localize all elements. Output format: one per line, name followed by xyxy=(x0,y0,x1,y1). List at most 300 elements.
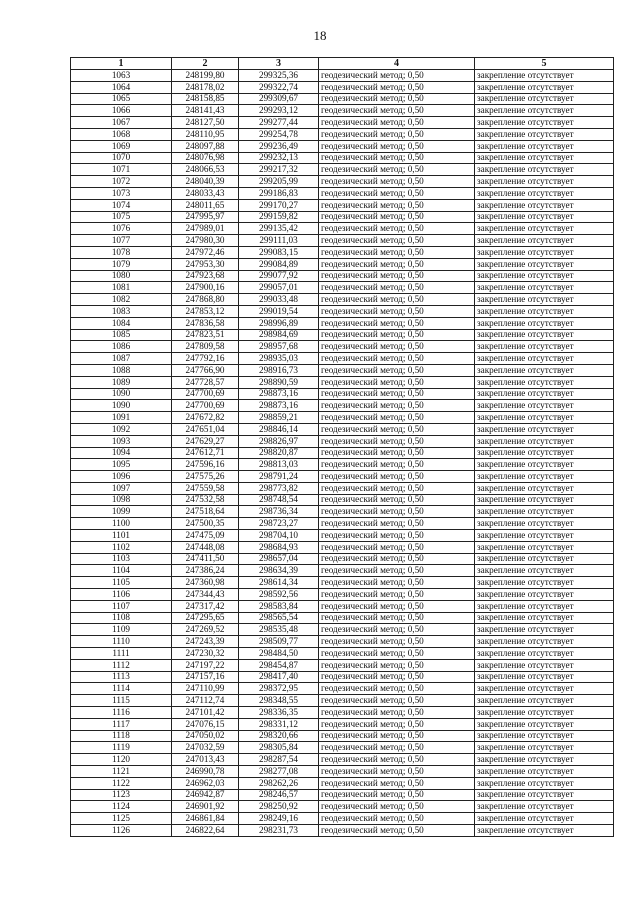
cell-coord-y: 298984,69 xyxy=(239,329,319,341)
cell-point-number: 1119 xyxy=(71,742,172,754)
cell-coord-x: 247923,68 xyxy=(172,270,239,282)
table-row xyxy=(71,400,614,412)
cell-fixation-description: закрепление отсутствует xyxy=(475,695,614,707)
cell-coord-x: 247475,09 xyxy=(172,530,239,542)
cell-point-number: 1097 xyxy=(71,482,172,494)
cell-coord-y: 299236,49 xyxy=(239,140,319,152)
cell-coord-y: 298417,40 xyxy=(239,671,319,683)
cell-method-accuracy: геодезический метод; 0,50 xyxy=(319,695,475,707)
cell-coord-x: 247500,35 xyxy=(172,518,239,530)
cell-point-number: 1103 xyxy=(71,553,172,565)
table-row xyxy=(71,671,614,683)
cell-coord-y: 298890,59 xyxy=(239,376,319,388)
cell-point-number: 1070 xyxy=(71,152,172,164)
table-row xyxy=(71,506,614,518)
cell-coord-y: 298231,73 xyxy=(239,825,319,837)
cell-point-number: 1069 xyxy=(71,140,172,152)
table-row xyxy=(71,270,614,282)
cell-method-accuracy: геодезический метод; 0,50 xyxy=(319,754,475,766)
cell-point-number: 1104 xyxy=(71,565,172,577)
table-row xyxy=(71,423,614,435)
cell-fixation-description: закрепление отсутствует xyxy=(475,777,614,789)
cell-coord-y: 299057,01 xyxy=(239,282,319,294)
cell-fixation-description: закрепление отсутствует xyxy=(475,246,614,258)
cell-method-accuracy: геодезический метод; 0,50 xyxy=(319,164,475,176)
cell-coord-y: 298916,73 xyxy=(239,364,319,376)
cell-point-number: 1079 xyxy=(71,258,172,270)
cell-coord-x: 247230,32 xyxy=(172,648,239,660)
cell-point-number: 1115 xyxy=(71,695,172,707)
cell-coord-x: 246901,92 xyxy=(172,801,239,813)
cell-method-accuracy: геодезический метод; 0,50 xyxy=(319,128,475,140)
cell-method-accuracy: геодезический метод; 0,50 xyxy=(319,412,475,424)
cell-method-accuracy: геодезический метод; 0,50 xyxy=(319,777,475,789)
cell-coord-x: 247197,22 xyxy=(172,659,239,671)
cell-fixation-description: закрепление отсутствует xyxy=(475,199,614,211)
cell-point-number: 1077 xyxy=(71,235,172,247)
cell-fixation-description: закрепление отсутствует xyxy=(475,211,614,223)
cell-method-accuracy: геодезический метод; 0,50 xyxy=(319,435,475,447)
cell-coord-y: 299186,83 xyxy=(239,187,319,199)
cell-method-accuracy: геодезический метод; 0,50 xyxy=(319,211,475,223)
cell-coord-x: 246962,03 xyxy=(172,777,239,789)
cell-point-number: 1081 xyxy=(71,282,172,294)
cell-point-number: 1064 xyxy=(71,81,172,93)
cell-point-number: 1102 xyxy=(71,541,172,553)
table-row xyxy=(71,471,614,483)
cell-coord-y: 299205,99 xyxy=(239,176,319,188)
cell-coord-x: 247013,43 xyxy=(172,754,239,766)
cell-coord-x: 247076,15 xyxy=(172,718,239,730)
cell-method-accuracy: геодезический метод; 0,50 xyxy=(319,506,475,518)
cell-method-accuracy: геодезический метод; 0,50 xyxy=(319,459,475,471)
table-row xyxy=(71,329,614,341)
cell-coord-x: 247032,59 xyxy=(172,742,239,754)
cell-point-number: 1078 xyxy=(71,246,172,258)
table-row xyxy=(71,70,614,82)
table-row xyxy=(71,317,614,329)
table-row xyxy=(71,223,614,235)
cell-coord-y: 298287,54 xyxy=(239,754,319,766)
cell-coord-x: 247989,01 xyxy=(172,223,239,235)
cell-coord-x: 247157,16 xyxy=(172,671,239,683)
cell-fixation-description: закрепление отсутствует xyxy=(475,93,614,105)
cell-fixation-description: закрепление отсутствует xyxy=(475,825,614,837)
cell-fixation-description: закрепление отсутствует xyxy=(475,341,614,353)
cell-fixation-description: закрепление отсутствует xyxy=(475,376,614,388)
cell-method-accuracy: геодезический метод; 0,50 xyxy=(319,636,475,648)
cell-fixation-description: закрепление отсутствует xyxy=(475,412,614,424)
cell-point-number: 1096 xyxy=(71,471,172,483)
cell-fixation-description: закрепление отсутствует xyxy=(475,140,614,152)
cell-method-accuracy: геодезический метод; 0,50 xyxy=(319,471,475,483)
cell-point-number: 1100 xyxy=(71,518,172,530)
cell-coord-x: 248127,50 xyxy=(172,117,239,129)
cell-coord-x: 246822,64 xyxy=(172,825,239,837)
cell-method-accuracy: геодезический метод; 0,50 xyxy=(319,199,475,211)
cell-method-accuracy: геодезический метод; 0,50 xyxy=(319,423,475,435)
cell-coord-y: 298348,55 xyxy=(239,695,319,707)
cell-method-accuracy: геодезический метод; 0,50 xyxy=(319,400,475,412)
cell-point-number: 1065 xyxy=(71,93,172,105)
cell-fixation-description: закрепление отсутствует xyxy=(475,577,614,589)
cell-fixation-description: закрепление отсутствует xyxy=(475,187,614,199)
cell-coord-x: 247792,16 xyxy=(172,353,239,365)
cell-coord-y: 298250,92 xyxy=(239,801,319,813)
cell-coord-x: 247953,30 xyxy=(172,258,239,270)
cell-method-accuracy: геодезический метод; 0,50 xyxy=(319,730,475,742)
cell-point-number: 1124 xyxy=(71,801,172,813)
table-row xyxy=(71,187,614,199)
cell-point-number: 1072 xyxy=(71,176,172,188)
cell-method-accuracy: геодезический метод; 0,50 xyxy=(319,329,475,341)
table-row xyxy=(71,789,614,801)
table-row xyxy=(71,718,614,730)
cell-fixation-description: закрепление отсутствует xyxy=(475,423,614,435)
table-row xyxy=(71,494,614,506)
cell-coord-x: 246942,87 xyxy=(172,789,239,801)
cell-coord-y: 298704,10 xyxy=(239,530,319,542)
cell-coord-x: 246990,78 xyxy=(172,766,239,778)
cell-fixation-description: закрепление отсутствует xyxy=(475,589,614,601)
cell-coord-y: 298684,93 xyxy=(239,541,319,553)
table-row xyxy=(71,825,614,837)
cell-fixation-description: закрепление отсутствует xyxy=(475,766,614,778)
cell-point-number: 1125 xyxy=(71,813,172,825)
cell-method-accuracy: геодезический метод; 0,50 xyxy=(319,176,475,188)
table-row xyxy=(71,482,614,494)
cell-method-accuracy: геодезический метод; 0,50 xyxy=(319,70,475,82)
cell-coord-y: 298535,48 xyxy=(239,624,319,636)
cell-point-number: 1107 xyxy=(71,600,172,612)
header-col-2: 2 xyxy=(172,58,239,70)
cell-coord-y: 298957,68 xyxy=(239,341,319,353)
table-row xyxy=(71,518,614,530)
cell-point-number: 1068 xyxy=(71,128,172,140)
table-header-row xyxy=(71,58,614,70)
cell-fixation-description: закрепление отсутствует xyxy=(475,506,614,518)
cell-point-number: 1110 xyxy=(71,636,172,648)
cell-fixation-description: закрепление отсутствует xyxy=(475,388,614,400)
cell-coord-y: 298846,14 xyxy=(239,423,319,435)
table-row xyxy=(71,211,614,223)
table-row xyxy=(71,777,614,789)
table-row xyxy=(71,612,614,624)
cell-method-accuracy: геодезический метод; 0,50 xyxy=(319,624,475,636)
cell-point-number: 1101 xyxy=(71,530,172,542)
cell-coord-y: 298996,89 xyxy=(239,317,319,329)
cell-fixation-description: закрепление отсутствует xyxy=(475,612,614,624)
table-row xyxy=(71,93,614,105)
cell-fixation-description: закрепление отсутствует xyxy=(475,176,614,188)
cell-point-number: 1095 xyxy=(71,459,172,471)
cell-coord-y: 298592,56 xyxy=(239,589,319,601)
table-row xyxy=(71,530,614,542)
cell-method-accuracy: геодезический метод; 0,50 xyxy=(319,105,475,117)
cell-fixation-description: закрепление отсутствует xyxy=(475,282,614,294)
cell-method-accuracy: геодезический метод; 0,50 xyxy=(319,612,475,624)
table-row xyxy=(71,164,614,176)
cell-fixation-description: закрепление отсутствует xyxy=(475,789,614,801)
cell-coord-y: 299217,32 xyxy=(239,164,319,176)
table-row xyxy=(71,541,614,553)
cell-coord-x: 247836,58 xyxy=(172,317,239,329)
cell-method-accuracy: геодезический метод; 0,50 xyxy=(319,659,475,671)
cell-coord-x: 247532,58 xyxy=(172,494,239,506)
cell-fixation-description: закрепление отсутствует xyxy=(475,117,614,129)
cell-point-number: 1094 xyxy=(71,447,172,459)
cell-coord-y: 299083,15 xyxy=(239,246,319,258)
cell-coord-y: 299277,44 xyxy=(239,117,319,129)
cell-method-accuracy: геодезический метод; 0,50 xyxy=(319,388,475,400)
cell-point-number: 1090 xyxy=(71,388,172,400)
cell-coord-x: 247612,71 xyxy=(172,447,239,459)
cell-method-accuracy: геодезический метод; 0,50 xyxy=(319,813,475,825)
cell-coord-y: 298935,03 xyxy=(239,353,319,365)
cell-coord-y: 298320,66 xyxy=(239,730,319,742)
cell-point-number: 1087 xyxy=(71,353,172,365)
cell-coord-y: 298249,16 xyxy=(239,813,319,825)
cell-fixation-description: закрепление отсутствует xyxy=(475,707,614,719)
cell-method-accuracy: геодезический метод; 0,50 xyxy=(319,235,475,247)
table-row xyxy=(71,683,614,695)
cell-fixation-description: закрепление отсутствует xyxy=(475,270,614,282)
cell-fixation-description: закрепление отсутствует xyxy=(475,258,614,270)
cell-point-number: 1085 xyxy=(71,329,172,341)
table-body xyxy=(71,70,614,837)
cell-coord-x: 248158,85 xyxy=(172,93,239,105)
cell-coord-y: 299322,74 xyxy=(239,81,319,93)
cell-method-accuracy: геодезический метод; 0,50 xyxy=(319,140,475,152)
cell-method-accuracy: геодезический метод; 0,50 xyxy=(319,565,475,577)
cell-coord-y: 298791,24 xyxy=(239,471,319,483)
cell-method-accuracy: геодезический метод; 0,50 xyxy=(319,766,475,778)
cell-point-number: 1122 xyxy=(71,777,172,789)
cell-coord-x: 247823,51 xyxy=(172,329,239,341)
table-row xyxy=(71,695,614,707)
cell-fixation-description: закрепление отсутствует xyxy=(475,305,614,317)
cell-point-number: 1111 xyxy=(71,648,172,660)
cell-coord-x: 247295,65 xyxy=(172,612,239,624)
cell-coord-y: 298657,04 xyxy=(239,553,319,565)
cell-method-accuracy: геодезический метод; 0,50 xyxy=(319,518,475,530)
cell-coord-y: 298454,87 xyxy=(239,659,319,671)
cell-coord-x: 247995,97 xyxy=(172,211,239,223)
cell-coord-x: 247980,30 xyxy=(172,235,239,247)
cell-method-accuracy: геодезический метод; 0,50 xyxy=(319,718,475,730)
cell-point-number: 1114 xyxy=(71,683,172,695)
cell-coord-x: 247596,16 xyxy=(172,459,239,471)
cell-fixation-description: закрепление отсутствует xyxy=(475,671,614,683)
cell-coord-x: 247317,42 xyxy=(172,600,239,612)
cell-fixation-description: закрепление отсутствует xyxy=(475,648,614,660)
cell-point-number: 1073 xyxy=(71,187,172,199)
cell-coord-x: 247728,57 xyxy=(172,376,239,388)
cell-method-accuracy: геодезический метод; 0,50 xyxy=(319,152,475,164)
cell-coord-y: 298509,77 xyxy=(239,636,319,648)
cell-method-accuracy: геодезический метод; 0,50 xyxy=(319,801,475,813)
cell-point-number: 1080 xyxy=(71,270,172,282)
table-row xyxy=(71,459,614,471)
cell-method-accuracy: геодезический метод; 0,50 xyxy=(319,648,475,660)
cell-coord-y: 298773,82 xyxy=(239,482,319,494)
table-row xyxy=(71,140,614,152)
cell-point-number: 1105 xyxy=(71,577,172,589)
cell-fixation-description: закрепление отсутствует xyxy=(475,730,614,742)
table-row xyxy=(71,152,614,164)
cell-method-accuracy: геодезический метод; 0,50 xyxy=(319,530,475,542)
cell-coord-y: 299309,67 xyxy=(239,93,319,105)
cell-coord-y: 298820,87 xyxy=(239,447,319,459)
cell-coord-x: 246861,84 xyxy=(172,813,239,825)
cell-fixation-description: закрепление отсутствует xyxy=(475,659,614,671)
table-row xyxy=(71,730,614,742)
cell-coord-y: 298873,16 xyxy=(239,400,319,412)
cell-method-accuracy: геодезический метод; 0,50 xyxy=(319,353,475,365)
cell-coord-y: 299135,42 xyxy=(239,223,319,235)
cell-coord-y: 298565,54 xyxy=(239,612,319,624)
cell-coord-y: 298305,84 xyxy=(239,742,319,754)
cell-method-accuracy: геодезический метод; 0,50 xyxy=(319,589,475,601)
cell-coord-y: 298826,97 xyxy=(239,435,319,447)
table-row xyxy=(71,128,614,140)
cell-method-accuracy: геодезический метод; 0,50 xyxy=(319,447,475,459)
cell-method-accuracy: геодезический метод; 0,50 xyxy=(319,81,475,93)
cell-point-number: 1099 xyxy=(71,506,172,518)
cell-coord-y: 298277,08 xyxy=(239,766,319,778)
table-row xyxy=(71,353,614,365)
cell-method-accuracy: геодезический метод; 0,50 xyxy=(319,364,475,376)
cell-fixation-description: закрепление отсутствует xyxy=(475,81,614,93)
table-row xyxy=(71,707,614,719)
table-row xyxy=(71,176,614,188)
cell-method-accuracy: геодезический метод; 0,50 xyxy=(319,294,475,306)
cell-fixation-description: закрепление отсутствует xyxy=(475,482,614,494)
cell-coord-x: 247344,43 xyxy=(172,589,239,601)
cell-method-accuracy: геодезический метод; 0,50 xyxy=(319,494,475,506)
cell-fixation-description: закрепление отсутствует xyxy=(475,541,614,553)
cell-coord-y: 299159,82 xyxy=(239,211,319,223)
cell-fixation-description: закрепление отсутствует xyxy=(475,317,614,329)
cell-fixation-description: закрепление отсутствует xyxy=(475,447,614,459)
cell-coord-y: 299293,12 xyxy=(239,105,319,117)
cell-coord-y: 299254,78 xyxy=(239,128,319,140)
cell-point-number: 1088 xyxy=(71,364,172,376)
cell-point-number: 1090 xyxy=(71,400,172,412)
cell-coord-x: 247112,74 xyxy=(172,695,239,707)
table-row xyxy=(71,589,614,601)
cell-coord-y: 298859,21 xyxy=(239,412,319,424)
table-row xyxy=(71,766,614,778)
cell-fixation-description: закрепление отсутствует xyxy=(475,223,614,235)
cell-point-number: 1082 xyxy=(71,294,172,306)
cell-coord-x: 247411,50 xyxy=(172,553,239,565)
cell-method-accuracy: геодезический метод; 0,50 xyxy=(319,258,475,270)
cell-fixation-description: закрепление отсутствует xyxy=(475,152,614,164)
cell-method-accuracy: геодезический метод; 0,50 xyxy=(319,742,475,754)
cell-coord-y: 298372,95 xyxy=(239,683,319,695)
header-col-4: 4 xyxy=(319,58,475,70)
cell-method-accuracy: геодезический метод; 0,50 xyxy=(319,376,475,388)
table-row xyxy=(71,376,614,388)
header-col-1: 1 xyxy=(71,58,172,70)
cell-fixation-description: закрепление отсутствует xyxy=(475,813,614,825)
page-number: 18 xyxy=(313,28,327,43)
cell-method-accuracy: геодезический метод; 0,50 xyxy=(319,282,475,294)
cell-method-accuracy: геодезический метод; 0,50 xyxy=(319,305,475,317)
table-row xyxy=(71,754,614,766)
table-row xyxy=(71,341,614,353)
table-row xyxy=(71,81,614,93)
cell-coord-x: 248199,80 xyxy=(172,70,239,82)
cell-point-number: 1121 xyxy=(71,766,172,778)
cell-point-number: 1098 xyxy=(71,494,172,506)
table-row xyxy=(71,801,614,813)
cell-coord-x: 247853,12 xyxy=(172,305,239,317)
table-row xyxy=(71,388,614,400)
cell-fixation-description: закрепление отсутствует xyxy=(475,600,614,612)
cell-method-accuracy: геодезический метод; 0,50 xyxy=(319,825,475,837)
cell-coord-x: 247269,52 xyxy=(172,624,239,636)
cell-method-accuracy: геодезический метод; 0,50 xyxy=(319,341,475,353)
cell-method-accuracy: геодезический метод; 0,50 xyxy=(319,671,475,683)
table-row xyxy=(71,659,614,671)
table-row xyxy=(71,246,614,258)
cell-fixation-description: закрепление отсутствует xyxy=(475,565,614,577)
cell-coord-x: 248011,65 xyxy=(172,199,239,211)
cell-fixation-description: закрепление отсутствует xyxy=(475,530,614,542)
cell-coord-y: 298723,27 xyxy=(239,518,319,530)
cell-point-number: 1106 xyxy=(71,589,172,601)
cell-point-number: 1092 xyxy=(71,423,172,435)
cell-coord-x: 248110,95 xyxy=(172,128,239,140)
cell-fixation-description: закрепление отсутствует xyxy=(475,364,614,376)
cell-coord-x: 247651,04 xyxy=(172,423,239,435)
cell-coord-y: 298813,03 xyxy=(239,459,319,471)
table-row xyxy=(71,813,614,825)
cell-point-number: 1071 xyxy=(71,164,172,176)
table-row xyxy=(71,553,614,565)
table-row xyxy=(71,282,614,294)
table-row xyxy=(71,435,614,447)
cell-point-number: 1084 xyxy=(71,317,172,329)
cell-point-number: 1063 xyxy=(71,70,172,82)
cell-fixation-description: закрепление отсутствует xyxy=(475,353,614,365)
table-row xyxy=(71,412,614,424)
cell-fixation-description: закрепление отсутствует xyxy=(475,70,614,82)
cell-method-accuracy: геодезический метод; 0,50 xyxy=(319,246,475,258)
cell-point-number: 1066 xyxy=(71,105,172,117)
cell-coord-y: 298634,39 xyxy=(239,565,319,577)
cell-coord-y: 298736,34 xyxy=(239,506,319,518)
cell-point-number: 1074 xyxy=(71,199,172,211)
cell-coord-x: 247672,82 xyxy=(172,412,239,424)
cell-point-number: 1113 xyxy=(71,671,172,683)
cell-coord-x: 247110,99 xyxy=(172,683,239,695)
cell-fixation-description: закрепление отсутствует xyxy=(475,718,614,730)
cell-point-number: 1093 xyxy=(71,435,172,447)
cell-coord-x: 248141,43 xyxy=(172,105,239,117)
cell-fixation-description: закрепление отсутствует xyxy=(475,459,614,471)
cell-point-number: 1075 xyxy=(71,211,172,223)
cell-point-number: 1067 xyxy=(71,117,172,129)
cell-method-accuracy: геодезический метод; 0,50 xyxy=(319,187,475,199)
table-row xyxy=(71,600,614,612)
cell-coord-y: 299033,48 xyxy=(239,294,319,306)
cell-coord-x: 247360,98 xyxy=(172,577,239,589)
cell-coord-y: 298614,34 xyxy=(239,577,319,589)
cell-fixation-description: закрепление отсутствует xyxy=(475,801,614,813)
